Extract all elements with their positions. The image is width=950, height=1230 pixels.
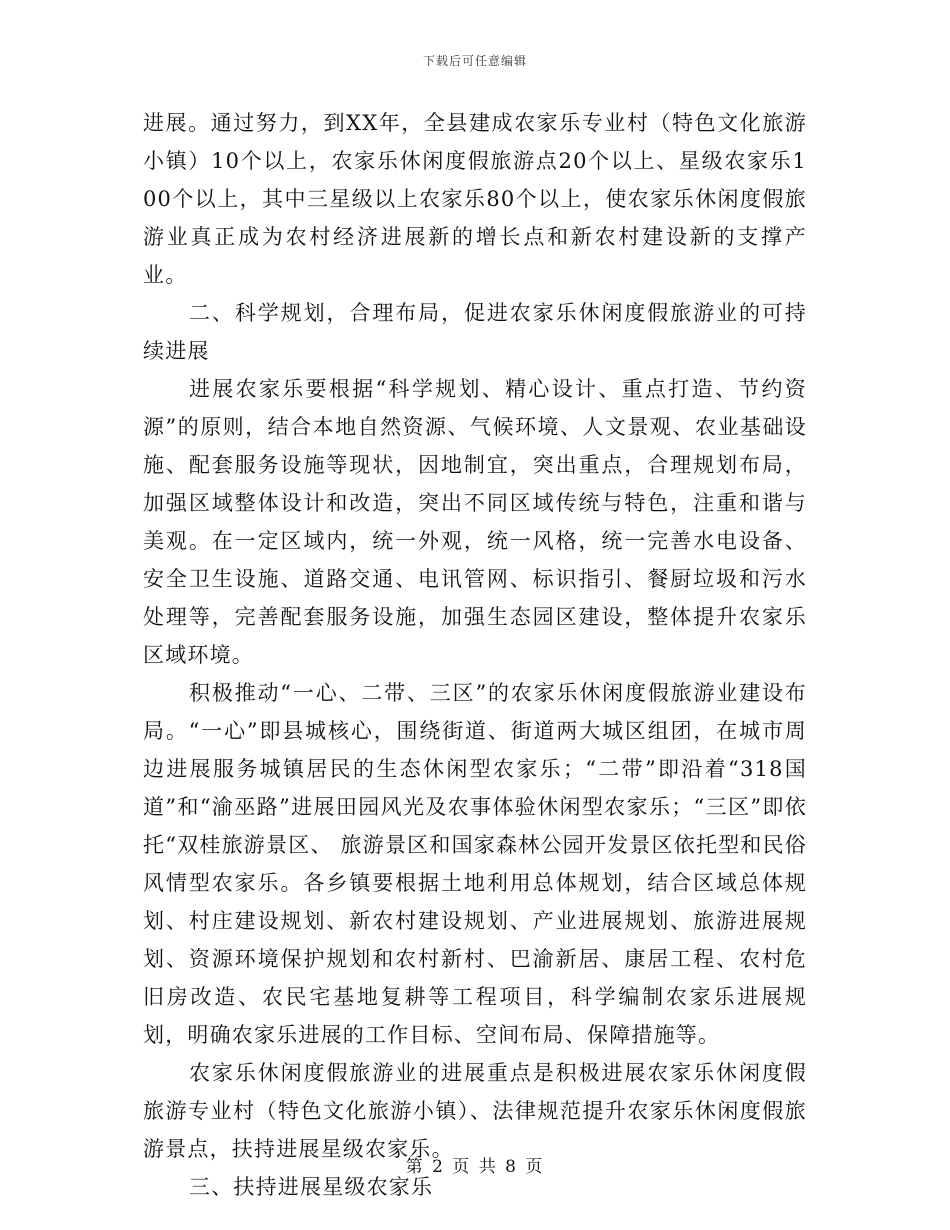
section-heading-three: 三、扶持进展星级农家乐 — [189, 1175, 434, 1199]
page-header: 下载后可任意编辑 — [422, 54, 527, 68]
paragraph-planning-principles: 进展农家乐要根据“科学规划、精心设计、重点打造、节约资源”的原则，结合本地自然资源、气候环境、人文景观、农业基础设施、配套服务设施等现状，因地制宜，突出重点，合理规划布局，加强区域整体设计和改造，突出不同区域传统与特色，注重和谐与美观。在一定区域内，统一外观，统一风格，统一完善水电设备、安全卫生设施、道路交通、电讯管网、标识指引、餐厨垃圾和污水处理等，完善配套服务设施，加强生态园区建设，整体提升农家乐区域环境。 — [143, 377, 807, 667]
section-heading-two: 二、科学规划，合理布局，促进农家乐休闲度假旅游业的可持续进展 — [143, 301, 807, 363]
document-body — [143, 104, 807, 1206]
paragraph-continuation: 进展。通过努力，到XX年，全县建成农家乐专业村（特色文化旅游小镇）10个以上，农家乐休闲度假旅游点20个以上、星级农家乐100个以上，其中三星级以上农家乐80个以上，使农家乐休闲度假旅游业真正成为农村经济进展新的增长点和新农村建设新的支撑产业。 — [143, 111, 807, 287]
page-number-footer: 第 2 页 共 8 页 — [405, 1157, 545, 1177]
paragraph-development-focus: 农家乐休闲度假旅游业的进展重点是积极进展农家乐休闲度假旅游专业村（特色文化旅游小镇）、法律规范提升农家乐休闲度假旅游景点，扶持进展星级农家乐。 — [143, 1061, 807, 1161]
paragraph-layout: 积极推动“一心、二带、三区”的农家乐休闲度假旅游业建设布局。“一心”即县城核心，围绕街道、街道两大城区组团，在城市周边进展服务城镇居民的生态休闲型农家乐；“二带”即沿着“318国道”和“渝巫路”进展田园风光及农事体验休闲型农家乐；“三区”即依托“双桂旅游景区、 旅游景区和国家森林公园开发景区依托型和民俗风情型农家乐。各乡镇要根据土地利用总体规划，结合区域总体规划、村庄建设规划、新农村建设规划、产业进展规划、旅游进展规划、资源环境保护规划和农村新村、巴渝新居、康居工程、农村危旧房改造、农民宅基地复耕等工程项目，科学编制农家乐进展规划，明确农家乐进展的工作目标、空间布局、保障措施等。 — [143, 681, 807, 1047]
